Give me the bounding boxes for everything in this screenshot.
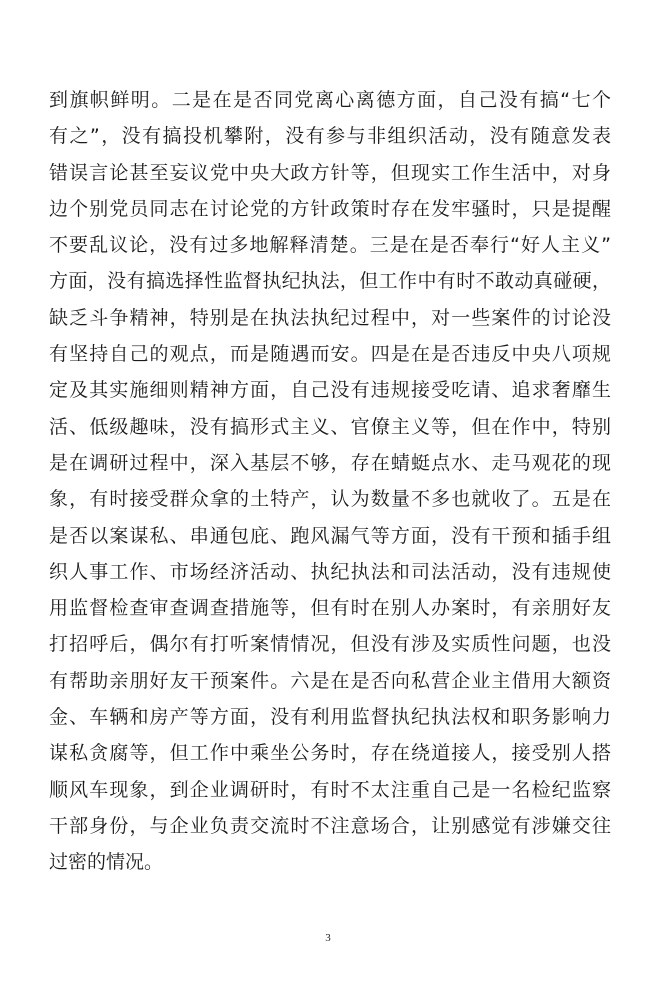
text-line: 是在调研过程中，深入基层不够，存在蜻蜓点水、走马观花的现 — [49, 451, 611, 474]
text-line: 干部身份，与企业负责交流时不注意场合，让别感觉有涉嫌交往 — [49, 814, 611, 837]
text-line: 有之”，没有搞投机攀附，没有参与非组织活动，没有随意发表 — [49, 125, 611, 148]
text-line: 有坚持自己的观点，而是随遇而安。四是在是否违反中央八项规 — [49, 343, 611, 366]
text-line: 定及其实施细则精神方面，自己没有违规接受吃请、追求奢靡生 — [49, 379, 611, 402]
text-line: 顺风车现象，到企业调研时，有时不太注重自己是一名检纪监察 — [49, 778, 611, 801]
text-line: 缺乏斗争精神，特别是在执法执纪过程中，对一些案件的讨论没 — [49, 306, 611, 329]
text-line: 谋私贪腐等，但工作中乘坐公务时，存在绕道接人，接受别人搭 — [49, 742, 611, 765]
body-text — [49, 82, 611, 881]
text-line: 错误言论甚至妄议党中央大政方针等，但现实工作生活中，对身 — [49, 161, 611, 184]
text-line: 不要乱议论，没有过多地解释清楚。三是在是否奉行“好人主义” — [49, 234, 611, 257]
text-line: 方面，没有搞选择性监督执纪执法，但工作中有时不敢动真碰硬， — [49, 270, 611, 293]
page-number: 3 — [325, 932, 331, 944]
text-line: 有帮助亲朋好友干预案件。六是在是否向私营企业主借用大额资 — [49, 669, 611, 692]
text-line: 象，有时接受群众拿的土特产，认为数量不多也就收了。五是在 — [49, 488, 611, 511]
text-line: 用监督检查审查调查措施等，但有时在别人办案时，有亲朋好友 — [49, 597, 611, 620]
text-line: 打招呼后，偶尔有打听案情情况，但没有涉及实质性问题，也没 — [49, 633, 611, 656]
text-line: 到旗帜鲜明。二是在是否同党离心离德方面，自己没有搞“七个 — [49, 89, 611, 111]
text-line: 织人事工作、市场经济活动、执纪执法和司法活动，没有违规使 — [49, 560, 611, 583]
text-line: 活、低级趣味，没有搞形式主义、官僚主义等，但在作中，特别 — [49, 415, 611, 438]
text-line: 金、车辆和房产等方面，没有利用监督执纪执法权和职务影响力 — [49, 706, 611, 729]
text-line: 过密的情况。 — [49, 851, 164, 874]
text-line: 边个别党员同志在讨论党的方针政策时存在发牢骚时，只是提醒 — [49, 197, 611, 220]
text-line: 是否以案谋私、串通包庇、跑风漏气等方面，没有干预和插手组 — [49, 524, 611, 547]
